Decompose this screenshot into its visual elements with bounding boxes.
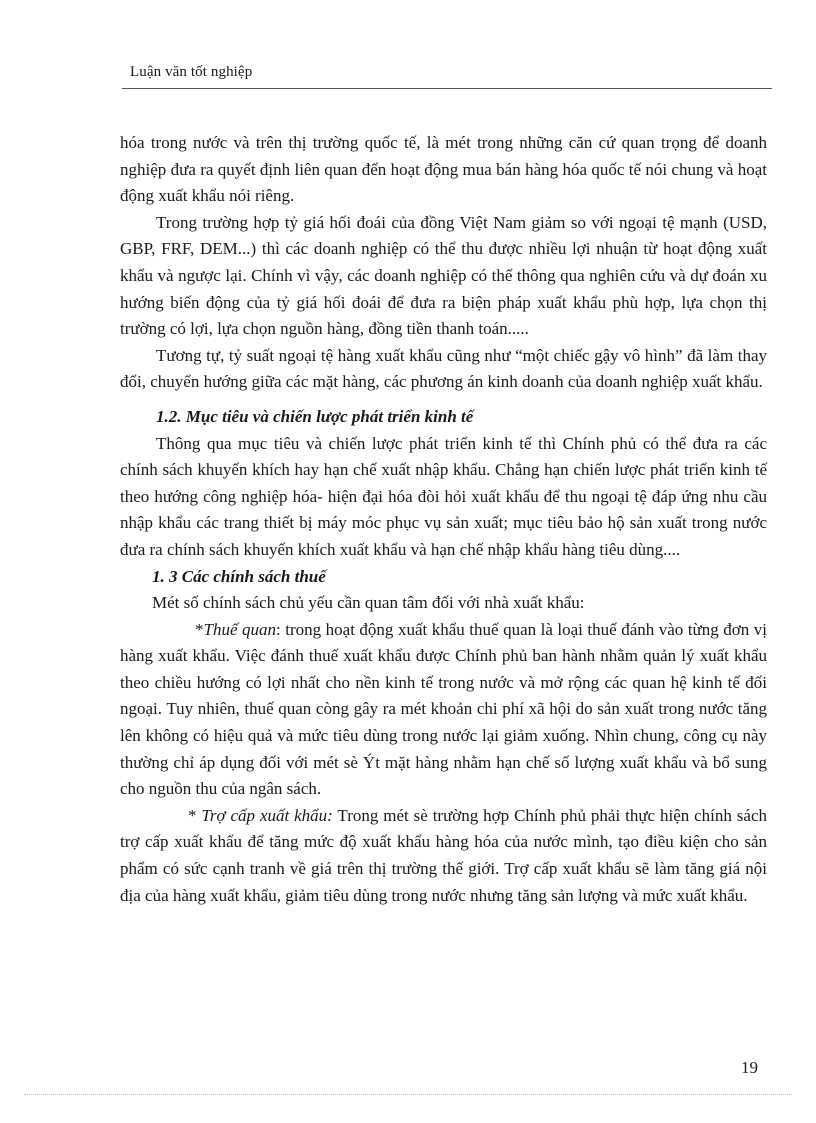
page-number: 19 [741, 1058, 758, 1077]
bullet-marker: * [195, 619, 204, 639]
page-body [120, 130, 767, 909]
term-tariff: Thuế quan [203, 619, 277, 639]
paragraph-tariff [120, 617, 767, 803]
paragraph-export-subsidy [120, 803, 767, 909]
section-heading-1-2: 1.2. Mục tiêu và chiến lược phát triển kinh tế [156, 406, 474, 426]
header-divider [122, 88, 772, 89]
paragraph-continued: hóa trong nước và trên thị trường quốc tế, là mét trong những căn cứ quan trọng để doanh nghiệp đưa ra quyết định liên quan đến hoạt động mua bán hàng hóa quốc tế nói chung và hoạt động xuất khẩu nói riêng. [120, 133, 767, 206]
paragraph-development-strategy: Thông qua mục tiêu và chiến lược phát triển kinh tế thì Chính phủ có thể đưa ra các chính sách khuyến khích hay hạn chế xuất nhập khẩu. Chẳng hạn chiến lược phát triển kinh tế theo hướng công nghiệp hóa- hiện đại hóa đòi hỏi xuất khẩu để thu ngoại tệ đáp ứng nhu cầu nhập khẩu các trang thiết bị máy móc phục vụ sản xuất; mục tiêu bảo hộ sản xuất trong nước đưa ra chính sách khuyến khích xuất khẩu và hạn chế nhập khẩu hàng tiêu dùng.... [120, 433, 767, 559]
running-header: Luận văn tốt nghiệp [130, 64, 253, 80]
section-heading-1-3: 1. 3 Các chính sách thuế [152, 566, 326, 586]
term-export-subsidy: Trợ cấp xuất khẩu: [201, 805, 333, 825]
bullet-marker: * [188, 805, 202, 825]
paragraph-foreign-currency-ratio: Tương tự, tỷ suất ngoại tệ hàng xuất khẩu cũng như “một chiếc gậy vô hình” đã làm thay đổi, chuyển hướng giữa các mặt hàng, các phương án kinh doanh của doanh nghiệp xuất khẩu. [120, 345, 767, 392]
paragraph-policy-intro: Mét số chính sách chủ yếu cần quan tâm đối với nhà xuất khẩu: [152, 593, 585, 613]
export-subsidy-body: Trong mét sè trường hợp Chính phủ phải thực hiện chính sách trợ cấp xuất khẩu để tăng mức độ xuất khẩu hàng hóa của nước mình, tạo điều kiện cho sản phẩm có sức cạnh tranh về giá trên thị trường thế giới. Trợ cấp xuất khẩu sẽ làm tăng giá nội địa của hàng xuất khẩu, giảm tiêu dùng trong nước nhưng tăng sản lượng và mức xuất khẩu. [120, 805, 768, 905]
page-bottom-divider [24, 1094, 792, 1095]
tariff-body: : trong hoạt động xuất khẩu thuế quan là loại thuế đánh vào từng đơn vị hàng xuất khẩu. Việc đánh thuế xuất khẩu được Chính phủ ban hành nhằm quản lý xuất khẩu theo chiều hướng có lợi nhất cho nền kinh tế trong nước và mở rộng các quan hệ kinh tế đối ngoại. Tuy nhiên, thuế quan còng gây ra mét khoản chi phí xã hội do sản xuất trong nước tăng lên không có hiệu quả và mức tiêu dùng trong nước lại giảm xuống. Nhìn chung, công cụ này thường chỉ áp dụng đối với mét sè Ýt mặt hàng nhằm hạn chế số lượng xuất khẩu và bổ sung cho nguồn thu của ngân sách. [120, 619, 767, 799]
paragraph-exchange-rate: Trong trường hợp tỷ giá hối đoái của đồng Việt Nam giảm so với ngoại tệ mạnh (USD, GBP, FRF, DEM...) thì các doanh nghiệp có thể thu được nhiều lợi nhuận từ hoạt động xuất khẩu và ngược lại. Chính vì vậy, các doanh nghiệp có thể thông qua nghiên cứu và dự đoán xu hướng biến động của tỷ giá hối đoái để đưa ra biện pháp xuất khẩu phù hợp, lựa chọn thị trường có lợi, lựa chọn nguồn hàng, đồng tiền thanh toán..... [120, 212, 767, 339]
